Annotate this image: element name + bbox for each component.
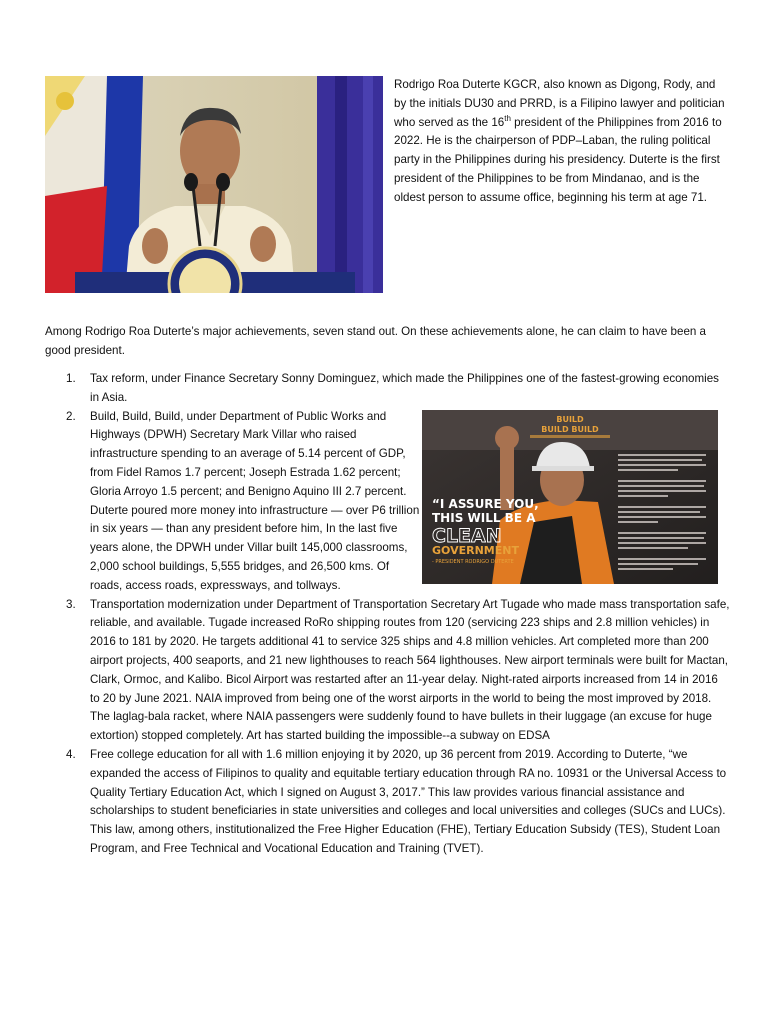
list-item-text: Build, Build, Build, under Department of Public Works and Highways (DPWH) Secretary Mark Villar who raised infrastructure spending to an average of 5.14 percent of GDP, from Fidel Ramos 1.7 percent; Joseph Estrada 1.62 percent; Gloria Arroyo 1.5 percent; and Benigno Aquino III 2.7 percent. Duterte poured more money into infrastructure — over P6 trillion in six years — than any president before him, In the last five years alone, the DPWH under Villar built 145,000 classrooms, 2,000 school buildings, 5,555 bridges, and 26,500 kms. Of roads, access roads, expressways, and tollways. [90, 409, 420, 592]
lead-paragraph: Among Rodrigo Roa Duterte’s major achievements, seven stand out. On these achievements alone, he can claim to have been a good president. [45, 325, 707, 357]
list-item [45, 370, 730, 408]
list-item-text: Transportation modernization under Department of Transportation Secretary Art Tugade who made mass transportation safe, reliable, and available. Tugade increased RoRo shipping routes from 120 (servicing 223 ships and 2.8 million vehicles) in 2016 to 181 by 2020. He targets additional 41 to service 325 ships and 4.8 million vehicles. Art completed more than 200 airport projects, 400 seaports, and 21 new lighthouses to reach 564 lighthouses. New airport terminals were built for Mactan, Clark, Ormoc, and Kalibo. Bicol Airport was restarted after an 11-year delay. Night-rated airports increased from 14 in 2016 to 20 by June 2021. NAIA improved from being one of the worst airports in the world to being the most improved by 2018. The laglag-bala racket, where NAIA passengers were suddenly found to have bullets in their luggage (an excuse for huge extortion) stopped completely. Art has started building the impossible--a subway on EDSA [90, 597, 730, 743]
build-build-build-poster [422, 410, 718, 584]
poster-attribution: - PRESIDENT RODRIGO DUTERTE [432, 559, 514, 565]
president-photo [45, 76, 383, 293]
list-item-number: 4. [66, 747, 76, 761]
intro-text-before: Rodrigo Roa Duterte KGCR, also known as Digong, Rody, and by the initials DU30 and PRRD, is a Filipino lawyer and politician who served as the 16 [394, 78, 725, 129]
president-photo-illustration [45, 76, 383, 293]
poster-quote-word: GOVERNMENT [432, 544, 519, 557]
list-item [45, 596, 730, 746]
list-item-text: Tax reform, under Finance Secretary Sonny Dominguez, which made the Philippines one of the fastest-growing economies in Asia. [90, 372, 719, 404]
list-item-number: 1. [66, 372, 76, 385]
list-item [45, 746, 730, 859]
intro-text-after: president of the Philippines from 2016 to 2022. He is the chairperson of PDP–Laban, the ruling political party in the Philippines during his presidency. Duterte is the first president of the Philippines to be from Mindanao, and is the oldest person to assume office, beginning his term at age 71. [394, 115, 722, 204]
list-item-number: 3. [66, 597, 76, 611]
poster-quote-line2: THIS WILL BE A [432, 511, 536, 525]
poster-quote-line1: “I ASSURE YOU, [432, 497, 539, 511]
intro-ordinal-suffix: th [504, 113, 511, 123]
poster-logo-line1: BUILD [556, 415, 584, 424]
poster-quote-big: CLEAN [432, 525, 502, 547]
list-item-number: 2. [66, 409, 76, 423]
poster-logo-line2: BUILD BUILD [541, 425, 599, 434]
poster-illustration [422, 410, 718, 584]
intro-paragraph [394, 76, 730, 208]
list-item-text: Free college education for all with 1.6 million enjoying it by 2020, up 36 percent from 2019. According to Duterte, “we expanded the access of Filipinos to quality and equitable tertiary education through RA no. 10931 or the Universal Access to Quality Tertiary Education Act, which I signed on August 3, 2017.” This law provides various financial assistance and scholarships to student beneficiaries in state universities and colleges and local universities and colleges (SUCs and LUCs). This law, among others, institutionalized the Free Higher Education (FHE), Tertiary Education Subsidy (TES), Student Loan Program, and Free Technical and Vocational Education and Training (TVET). [90, 747, 727, 855]
